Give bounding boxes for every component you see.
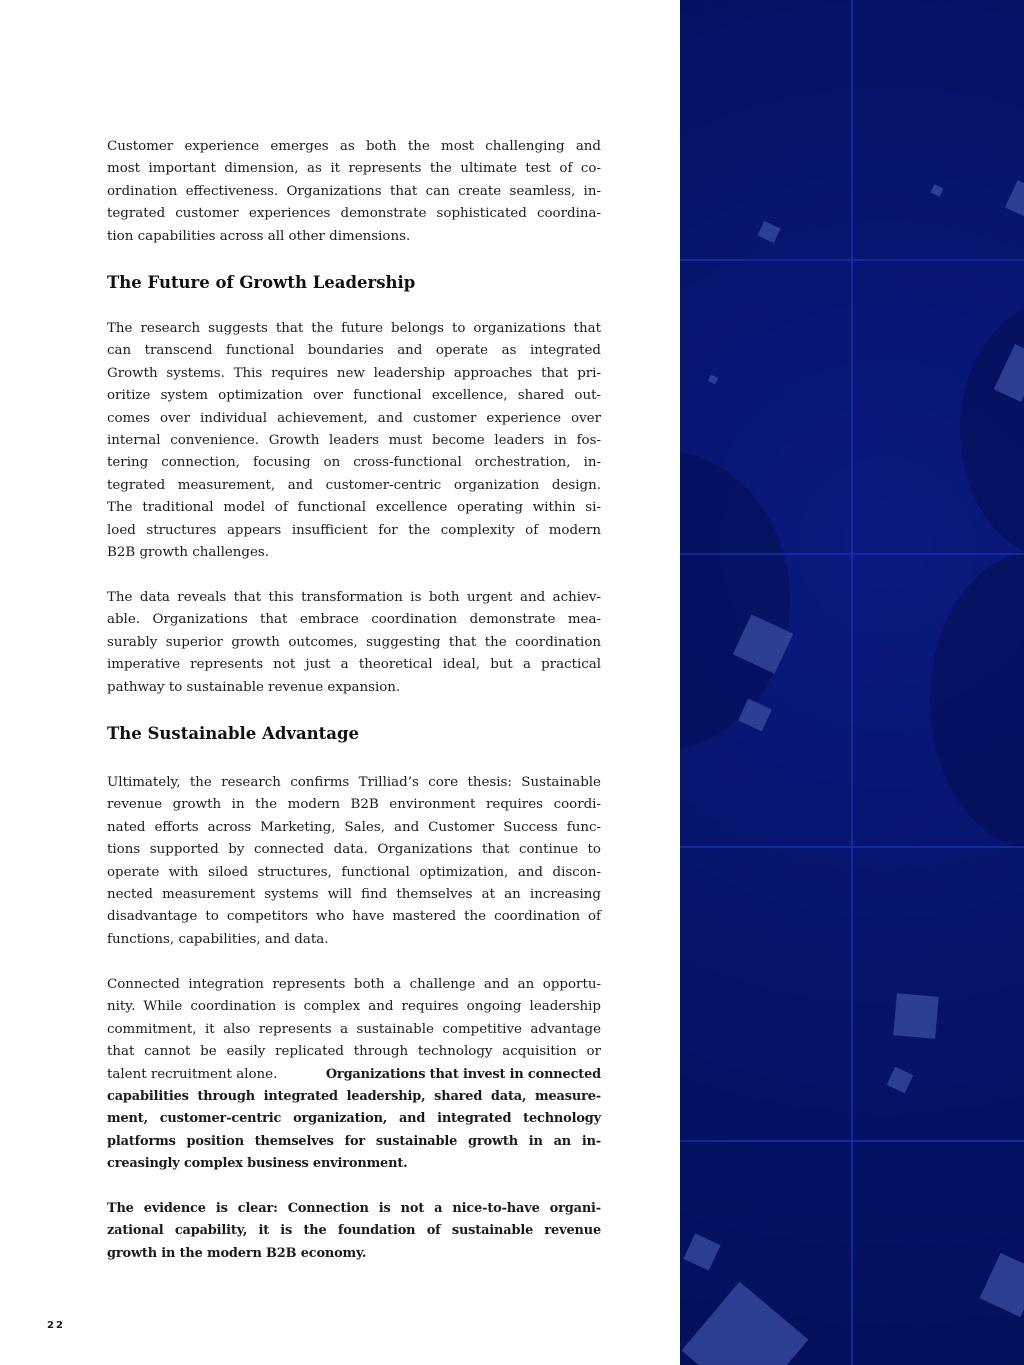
text-line: The traditional model of functional excellence operating within si- — [107, 500, 601, 516]
text-line: most important dimension, as it represents the ultimate test of co- — [107, 161, 601, 177]
text-line: nected measurement systems will find themselves at an increasing — [107, 886, 601, 902]
text-line: Growth systems. This requires new leadership approaches that pri- — [107, 365, 601, 381]
cube-shape — [887, 1067, 914, 1094]
text-line: tions supported by connected data. Organizations that continue to — [107, 842, 601, 858]
text-line: that cannot be easily replicated through technology acquisition or — [107, 1044, 601, 1060]
paragraph-connected-integration — [107, 974, 601, 1176]
cube-shape — [1005, 180, 1024, 220]
text-line: operate with siloed structures, functional optimization, and discon- — [107, 864, 601, 880]
paragraph-ultimately — [107, 772, 601, 951]
cube-shape — [931, 184, 944, 196]
text-line: loed structures appears insufficient for the complexity of modern — [107, 522, 601, 538]
grid-line — [851, 0, 853, 1365]
page-number: 22 — [47, 1320, 65, 1331]
text-line: The data reveals that this transformation is both urgent and achiev- — [107, 590, 601, 605]
text-line: tion capabilities across all other dimensions. — [107, 228, 411, 244]
text-line: revenue growth in the modern B2B environment requires coordi- — [107, 797, 601, 813]
bold-line: capabilities through integrated leadership, shared data, measure- — [107, 1088, 601, 1104]
text-bold: Organizations that invest in connected — [325, 1066, 601, 1082]
paragraph-research-suggests — [107, 318, 601, 564]
text-line: able. Organizations that embrace coordination demonstrate mea- — [107, 612, 601, 628]
text-line: disadvantage to competitors who have mastered the coordination of — [107, 909, 601, 925]
text-line: Connected integration represents both a challenge and an opportu- — [107, 977, 601, 992]
heading-future-growth-leadership: The Future of Growth Leadership — [107, 273, 416, 292]
grid-line — [680, 553, 1024, 555]
bold-line: growth in the modern B2B economy. — [107, 1245, 367, 1261]
text-line: commitment, it also represents a sustainable competitive advantage — [107, 1021, 601, 1037]
text-line: surably superior growth outcomes, suggesting that the coordination — [107, 634, 601, 650]
text-normal: talent recruitment alone. — [107, 1066, 282, 1082]
paragraph-data-reveals — [107, 587, 601, 699]
bold-line: creasingly complex business environment. — [107, 1156, 408, 1172]
text-line: nity. While coordination is complex and requires ongoing leadership — [107, 999, 601, 1015]
grid-line — [680, 846, 1024, 848]
text-line: B2B growth challenges. — [107, 544, 270, 560]
text-line: Ultimately, the research confirms Trilliad’s core thesis: Sustainable — [107, 775, 601, 790]
bold-line: platforms position themselves for sustainable growth in an in- — [107, 1133, 601, 1149]
grid-line — [680, 1140, 1024, 1142]
paragraph-evidence-clear — [107, 1198, 601, 1265]
text-line: The research suggests that the future belongs to organizations that — [107, 321, 601, 336]
text-line: internal convenience. Growth leaders must become leaders in fos- — [107, 432, 601, 448]
text-line: ordination effectiveness. Organizations that can create seamless, in- — [107, 183, 601, 199]
text-line: can transcend functional boundaries and operate as integrated — [107, 343, 601, 359]
cube-shape — [980, 1253, 1024, 1317]
bold-line: zational capability, it is the foundation of sustainable revenue — [107, 1223, 601, 1239]
text-line: pathway to sustainable revenue expansion. — [107, 679, 401, 695]
decorative-blue-panel — [680, 0, 1024, 1365]
text-line: imperative represents not just a theoretical ideal, but a practical — [107, 657, 601, 673]
text-line: functions, capabilities, and data. — [107, 931, 329, 947]
text-line: tering connection, focusing on cross-functional orchestration, in- — [107, 455, 601, 471]
text-line: tegrated customer experiences demonstrate sophisticated coordina- — [107, 206, 601, 222]
text-line: tegrated measurement, and customer-centric organization design. — [107, 477, 601, 493]
decorative-circle — [680, 450, 790, 750]
bold-line: The evidence is clear: Connection is not a nice-to-have organi- — [107, 1201, 601, 1216]
decorative-circle — [960, 300, 1024, 560]
decorative-circle — [930, 550, 1024, 850]
grid-line — [680, 259, 1024, 261]
cube-shape — [757, 221, 780, 243]
heading-sustainable-advantage: The Sustainable Advantage — [107, 724, 359, 743]
cube-shape — [682, 1282, 809, 1365]
bold-line: ment, customer-centric organization, and integrated technology — [107, 1111, 601, 1127]
cube-shape — [708, 375, 718, 385]
text-line: oritize system optimization over functional excellence, shared out- — [107, 388, 601, 404]
text-line: nated efforts across Marketing, Sales, and Customer Success func- — [107, 819, 601, 835]
text-line-mixed — [107, 1064, 601, 1086]
text-line: Customer experience emerges as both the most challenging and — [107, 139, 601, 154]
paragraph-customer-experience — [107, 136, 601, 248]
cube-shape — [893, 993, 939, 1039]
cube-shape — [683, 1233, 720, 1270]
text-line: comes over individual achievement, and customer experience over — [107, 410, 601, 426]
